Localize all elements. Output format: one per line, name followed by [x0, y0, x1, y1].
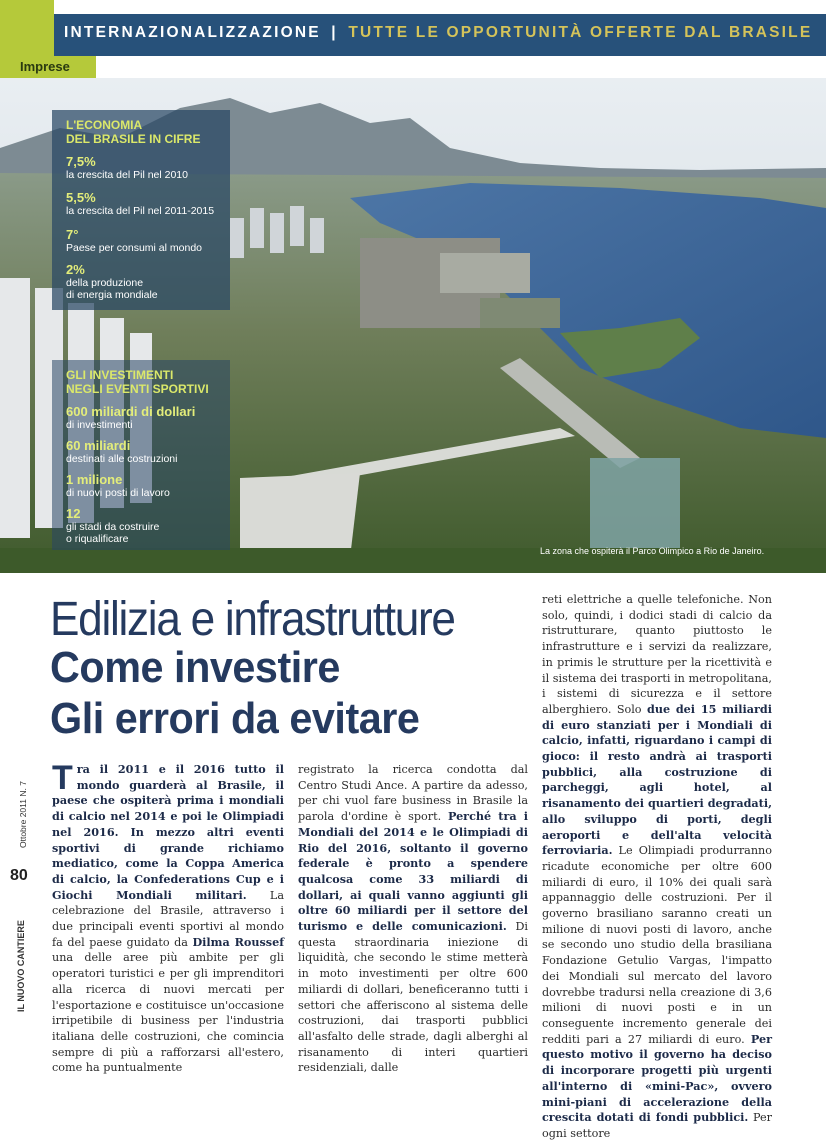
invest-stat-value: 1 milione [66, 472, 123, 487]
economy-box-title-line2: DEL BRASILE IN CIFRE [66, 132, 201, 146]
economy-stat-desc: Paese per consumi al mondo [66, 242, 202, 254]
article-column-1 [52, 759, 285, 1076]
section-tab [0, 56, 96, 78]
economy-stat-desc: di energia mondiale [66, 289, 158, 301]
economy-stat-value: 2% [66, 262, 85, 277]
drop-cap: T [52, 759, 73, 797]
photo-caption: La zona che ospiterà il Parco Olimpico a Rio de Janeiro. [540, 546, 765, 556]
economy-stat-desc: la crescita del Pil nel 2010 [66, 169, 188, 181]
economy-box-title-line1: L'ECONOMIA [66, 118, 143, 132]
magazine-name: IL NUOVO CANTIERE [16, 920, 26, 1012]
invest-stat-desc: di investimenti [66, 419, 133, 431]
header-subtitle: TUTTE LE OPPORTUNITÀ OFFERTE DAL BRASILE [348, 24, 813, 41]
header-title-row [64, 24, 812, 42]
section-label: Imprese [20, 59, 70, 74]
article-column-3 [542, 592, 772, 1142]
invest-stat-value: 12 [66, 506, 81, 521]
invest-stat-desc: gli stadi da costruire [66, 521, 160, 533]
article-text-1: ra il 2011 e il 2016 tutto il mondo guarderà al Brasile, il paese che ospiterà prima i mondiali di calcio nel 2014 e poi le Olimpiadi nel 2016. In mezzo altri eventi sportivi di grande richiamo mediatico, come la Coppa America di calcio, la Confederations Cup e i Giochi Mondiali militari. La celebrazione del Brasile, attraverso i due principali eventi sportivi al mondo fa del paese guidato da Dilma Roussef una delle aree più ambite per gli operatori turistici e per gli imprenditori alla ricerca di nuovi mercati per l'esportazione e costituisce un'occasione irripetibile di business per l'industria italiana delle costruzioni, che comincia sempre di più a rafforzarsi all'estero, come ha puntualmente [52, 762, 285, 1075]
issue-date: Ottobre 2011 N. 7 [18, 781, 28, 848]
invest-stat-value: 60 miliardi [66, 438, 131, 453]
article-text-2: registrato la ricerca condotta dal Centro Studi Ance. A partire da adesso, per chi vuol fare business in Brasile la parola d'ordine è sport. Perché tra i Mondiali del 2014 e le Olimpiadi di Rio del 2016, soltanto il governo federale è pronto a spendere qualcosa come 33 miliardi di dollari, ai quali vanno aggiunti gli oltre 60 miliardi per il settore del turismo e delle comunicazioni. Di questa straordinaria iniezione di liquidità, che secondo le stime metterà in moto investimenti per oltre 600 miliardi di dollari, beneficeranno tutti i settori che afferiscono al sistema delle costruzioni, dai trasporti pubblici all'asfalto delle strade, dagli alberghi al risanamento di interi quartieri residenziali, dalle [298, 763, 528, 1075]
page-number: 80 [10, 867, 28, 884]
article-text-3: reti elettriche a quelle telefoniche. Non solo, quindi, i dodici stadi di calcio da ristrutturare, quanto piuttosto le infrastrutture e i servizi da realizzare, in primis le strutture per la ricettività e il sistema dei trasporti in metropolitana, i sistemi di sicurezza e il settore alberghiero. Solo due dei 15 miliardi di euro stanziati per i Mondiali di calcio, infatti, riguardano i campi di gioco: il resto andrà ai trasporti pubblici, alla costruzione di parcheggi, agli hotel, al risanamento dei quartieri degradati, allo sviluppo di porti, degli aeroporti e dell'alta velocità ferroviaria. Le Olimpiadi produrranno ricadute economiche per oltre 600 miliardi di euro, il 10% dei quali sarà appannaggio delle costruzioni. Per il governo brasiliano saranno creati un milione di nuovi posti di lavoro, anche se secondo uno studio della brasiliana Fondazione Getulio Vargas, l'impatto dei Mondiali sul mercato del lavoro dovrebbe tradursi nella creazione di 3,6 milioni di nuovi posti e in un conseguente incremento generale dei redditi pari a 27 miliardi di euro. Per questo motivo il governo ha deciso di incorporare progetti più urgenti all'interno di «mini-Pac», ovvero mini-piani di accelerazione della crescita dotati di fondi pubblici. Per ogni settore [542, 593, 772, 1140]
invest-stat-desc: o riqualificare [66, 533, 129, 545]
headline-line1: Edilizia e infrastrutture [50, 593, 455, 646]
green-accent-strip [0, 0, 54, 56]
invest-box-title-line1: GLI INVESTIMENTI [66, 368, 174, 382]
economy-stat-value: 7° [66, 227, 79, 242]
economy-stat-desc: la crescita del Pil nel 2011-2015 [66, 205, 215, 217]
invest-stat-desc: di nuovi posti di lavoro [66, 487, 170, 499]
headline-line2: Come investire [50, 643, 340, 692]
invest-box-title-line2: NEGLI EVENTI SPORTIVI [66, 382, 209, 396]
economy-stat-value: 5,5% [66, 190, 96, 205]
economy-stat-desc: della produzione [66, 277, 144, 289]
invest-stat-desc: destinati alle costruzioni [66, 453, 178, 465]
header-separator: | [331, 24, 338, 41]
article-column-2 [298, 762, 528, 1076]
header-title: INTERNAZIONALIZZAZIONE [64, 24, 321, 41]
top-banner [0, 0, 826, 56]
economy-stat-value: 7,5% [66, 154, 96, 169]
headline-line3: Gli errori da evitare [50, 694, 420, 743]
invest-stat-value: 600 miliardi di dollari [66, 404, 196, 419]
